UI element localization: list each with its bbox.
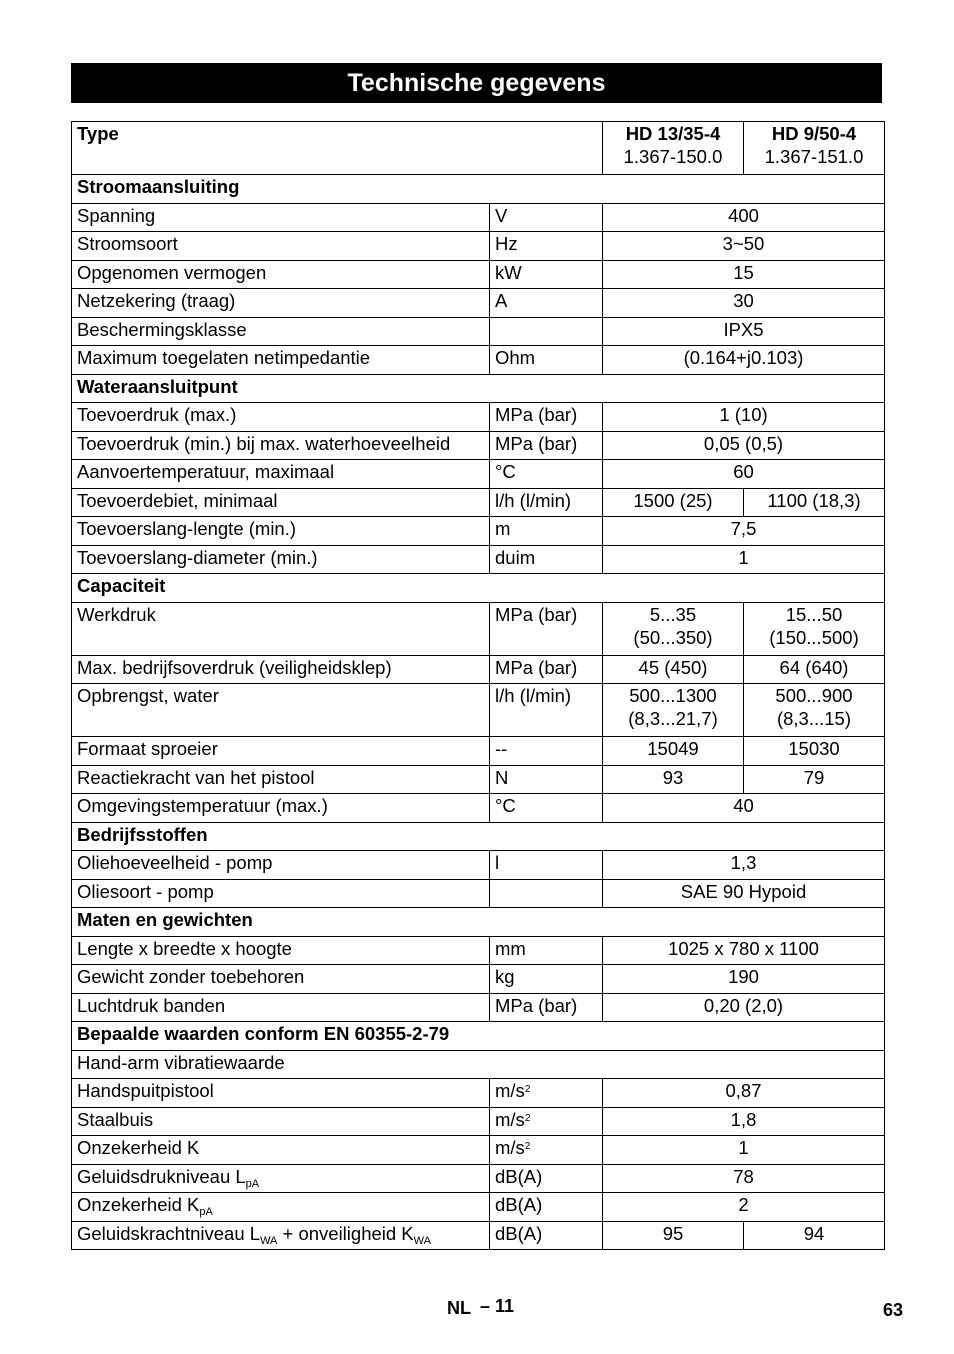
row-unit: V [490,203,603,232]
row-unit: kW [490,260,603,289]
section-water: Wateraansluitpunt [72,374,885,403]
table-row [72,936,885,965]
row-unit: dB(A) [490,1164,603,1193]
section-row [72,574,885,603]
table-row [72,993,885,1022]
table-row [72,289,885,318]
row-unit: m [490,517,603,546]
table-row [72,460,885,489]
table-row [72,488,885,517]
row-value-model1: 45 (450) [603,655,744,684]
table-row [72,346,885,375]
row-label: Oliehoeveelheid - pomp [72,851,490,880]
table-row [72,1193,885,1222]
type-label: Type [72,122,603,175]
row-label: Toevoerdruk (max.) [72,403,490,432]
row-value-model1: 1500 (25) [603,488,744,517]
row-value: 1,8 [603,1107,885,1136]
value-line: (150...500) [769,626,859,648]
row-unit: °C [490,794,603,823]
row-value: 0,87 [603,1079,885,1108]
row-label: Lengte x breedte x hoogte [72,936,490,965]
row-label: Stroomsoort [72,232,490,261]
row-value: IPX5 [603,317,885,346]
table-row [72,684,885,737]
value-line: (8,3...15) [776,708,852,729]
section-power: Stroomaansluiting [72,175,885,204]
row-label: Hand-arm vibratiewaarde [72,1050,885,1079]
label-subscript: pA [199,1206,213,1218]
section-dims: Maten en gewichten [72,908,885,937]
table-row [72,1107,885,1136]
row-label: Aanvoertemperatuur, maximaal [72,460,490,489]
row-label: Reactiekracht van het pistool [72,765,490,794]
label-subscript: WA [413,1234,431,1247]
page-title: Technische gegevens [71,63,882,103]
table-row [72,517,885,546]
row-unit: MPa (bar) [490,403,603,432]
table-row [72,1164,885,1193]
unit-text: m/s [495,1080,525,1101]
row-label: Toevoerdebiet, minimaal [72,488,490,517]
row-unit: Hz [490,232,603,261]
label-text: Geluidsdrukniveau L [77,1165,246,1187]
row-unit [490,879,603,908]
row-unit: MPa (bar) [490,993,603,1022]
section-row [72,908,885,937]
row-value: 1 (10) [603,403,885,432]
row-value-model1 [603,684,744,737]
row-value-model2: 94 [744,1221,885,1250]
label-subscript: pA [245,1177,260,1190]
row-value-model1 [603,602,744,655]
row-value: 3~50 [603,232,885,261]
section-values: Bepaalde waarden conform EN 60355-2-79 [72,1022,885,1051]
value-line: 500...1300 [629,685,717,706]
row-value: 15 [603,260,885,289]
row-label: Werkdruk [72,602,490,655]
table-row [72,431,885,460]
row-label: Gewicht zonder toebehoren [72,965,490,994]
unit-text: m/s [495,1137,525,1158]
row-value: 1,3 [603,851,885,880]
row-label [72,1193,490,1222]
row-value: 7,5 [603,517,885,546]
row-unit: MPa (bar) [490,655,603,684]
row-value-model2 [744,684,885,737]
row-label: Toevoerslang-diameter (min.) [72,545,490,574]
row-label [72,1164,490,1193]
model2-name: HD 9/50-4 [771,123,857,144]
row-value-model2: 79 [744,765,885,794]
model2-header [744,122,885,175]
unit-superscript: 2 [524,1084,531,1095]
row-value: SAE 90 Hypoid [603,879,885,908]
row-unit: MPa (bar) [490,602,603,655]
table-row [72,851,885,880]
footer-section-number: – 11 [480,1296,515,1316]
row-unit: duim [490,545,603,574]
row-label: Beschermingsklasse [72,317,490,346]
row-unit: l [490,851,603,880]
label-text: Geluidskrachtniveau L [77,1222,261,1244]
row-label: Opbrengst, water [72,684,490,737]
label-subscript: WA [260,1234,278,1247]
value-line: 500...900 [775,685,853,706]
row-unit: MPa (bar) [490,431,603,460]
table-row [72,317,885,346]
row-value: 2 [603,1193,885,1222]
row-label: Staalbuis [72,1107,490,1136]
section-capacity: Capaciteit [72,574,885,603]
section-fluids: Bedrijfsstoffen [72,822,885,851]
table-row [72,879,885,908]
row-label: Omgevingstemperatuur (max.) [72,794,490,823]
row-unit [490,1107,603,1136]
table-row [72,737,885,766]
row-value-model2 [744,602,885,655]
page-number: 63 [883,1300,904,1320]
value-line: (50...350) [633,626,713,648]
row-label: Netzekering (traag) [72,289,490,318]
row-label: Toevoerdruk (min.) bij max. waterhoeveelheid [72,431,490,460]
row-label: Luchtdruk banden [72,993,490,1022]
row-label: Opgenomen vermogen [72,260,490,289]
value-line: 15...50 [785,603,843,625]
row-unit: l/h (l/min) [490,684,603,737]
row-unit: N [490,765,603,794]
row-value: 1 [603,545,885,574]
row-value: 1 [603,1136,885,1165]
model1-header [603,122,744,175]
model1-code: 1.367-150.0 [623,146,723,167]
table-header-row [72,122,885,175]
section-row [72,822,885,851]
footer-language: NL [447,1298,471,1318]
section-row [72,175,885,204]
row-value: 190 [603,965,885,994]
row-value: 1025 x 780 x 1100 [603,936,885,965]
unit-text: m/s [495,1108,525,1130]
row-label: Spanning [72,203,490,232]
row-unit: mm [490,936,603,965]
table-row [72,545,885,574]
row-unit: -- [490,737,603,766]
row-label: Maximum toegelaten netimpedantie [72,346,490,375]
table-row [72,765,885,794]
row-label [72,1221,490,1250]
row-unit: dB(A) [490,1193,603,1222]
section-row [72,374,885,403]
table-row [72,655,885,684]
row-label: Oliesoort - pomp [72,879,490,908]
unit-superscript: 2 [524,1141,531,1152]
table-row [72,1221,885,1250]
row-value: 78 [603,1164,885,1193]
row-value: 40 [603,794,885,823]
table-row [72,1136,885,1165]
label-text: Onzekerheid K [77,1194,200,1215]
label-text: + onveiligheid K [277,1222,414,1244]
row-unit [490,1079,603,1108]
row-value: 0,20 (2,0) [603,993,885,1022]
row-value-model2: 64 (640) [744,655,885,684]
row-unit: kg [490,965,603,994]
table-row [72,203,885,232]
table-row [72,602,885,655]
table-row [72,1079,885,1108]
value-line: (8,3...21,7) [628,708,718,729]
row-label: Onzekerheid K [72,1136,490,1165]
row-value-model1: 15049 [603,737,744,766]
table-row [72,965,885,994]
row-unit: l/h (l/min) [490,488,603,517]
row-unit [490,317,603,346]
row-value: 0,05 (0,5) [603,431,885,460]
table-row [72,794,885,823]
table-row [72,260,885,289]
row-value-model2: 1100 (18,3) [744,488,885,517]
row-label: Toevoerslang-lengte (min.) [72,517,490,546]
row-unit: Ohm [490,346,603,375]
row-value: 30 [603,289,885,318]
row-label: Max. bedrijfsoverdruk (veiligheidsklep) [72,655,490,684]
row-unit: dB(A) [490,1221,603,1250]
row-value: (0.164+j0.103) [603,346,885,375]
value-line: 5...35 [649,603,697,625]
row-unit [490,1136,603,1165]
row-value: 60 [603,460,885,489]
row-value-model2: 15030 [744,737,885,766]
section-row [72,1022,885,1051]
table-row [72,232,885,261]
model2-code: 1.367-151.0 [764,146,864,167]
row-unit: °C [490,460,603,489]
row-unit: A [490,289,603,318]
unit-superscript: 2 [524,1112,531,1124]
row-value: 400 [603,203,885,232]
table-row [72,403,885,432]
table-row [72,1050,885,1079]
row-value-model1: 93 [603,765,744,794]
specs-table [71,121,885,1250]
model1-name: HD 13/35-4 [625,123,721,144]
row-label: Formaat sproeier [72,737,490,766]
row-value-model1: 95 [603,1221,744,1250]
row-label: Handspuitpistool [72,1079,490,1108]
